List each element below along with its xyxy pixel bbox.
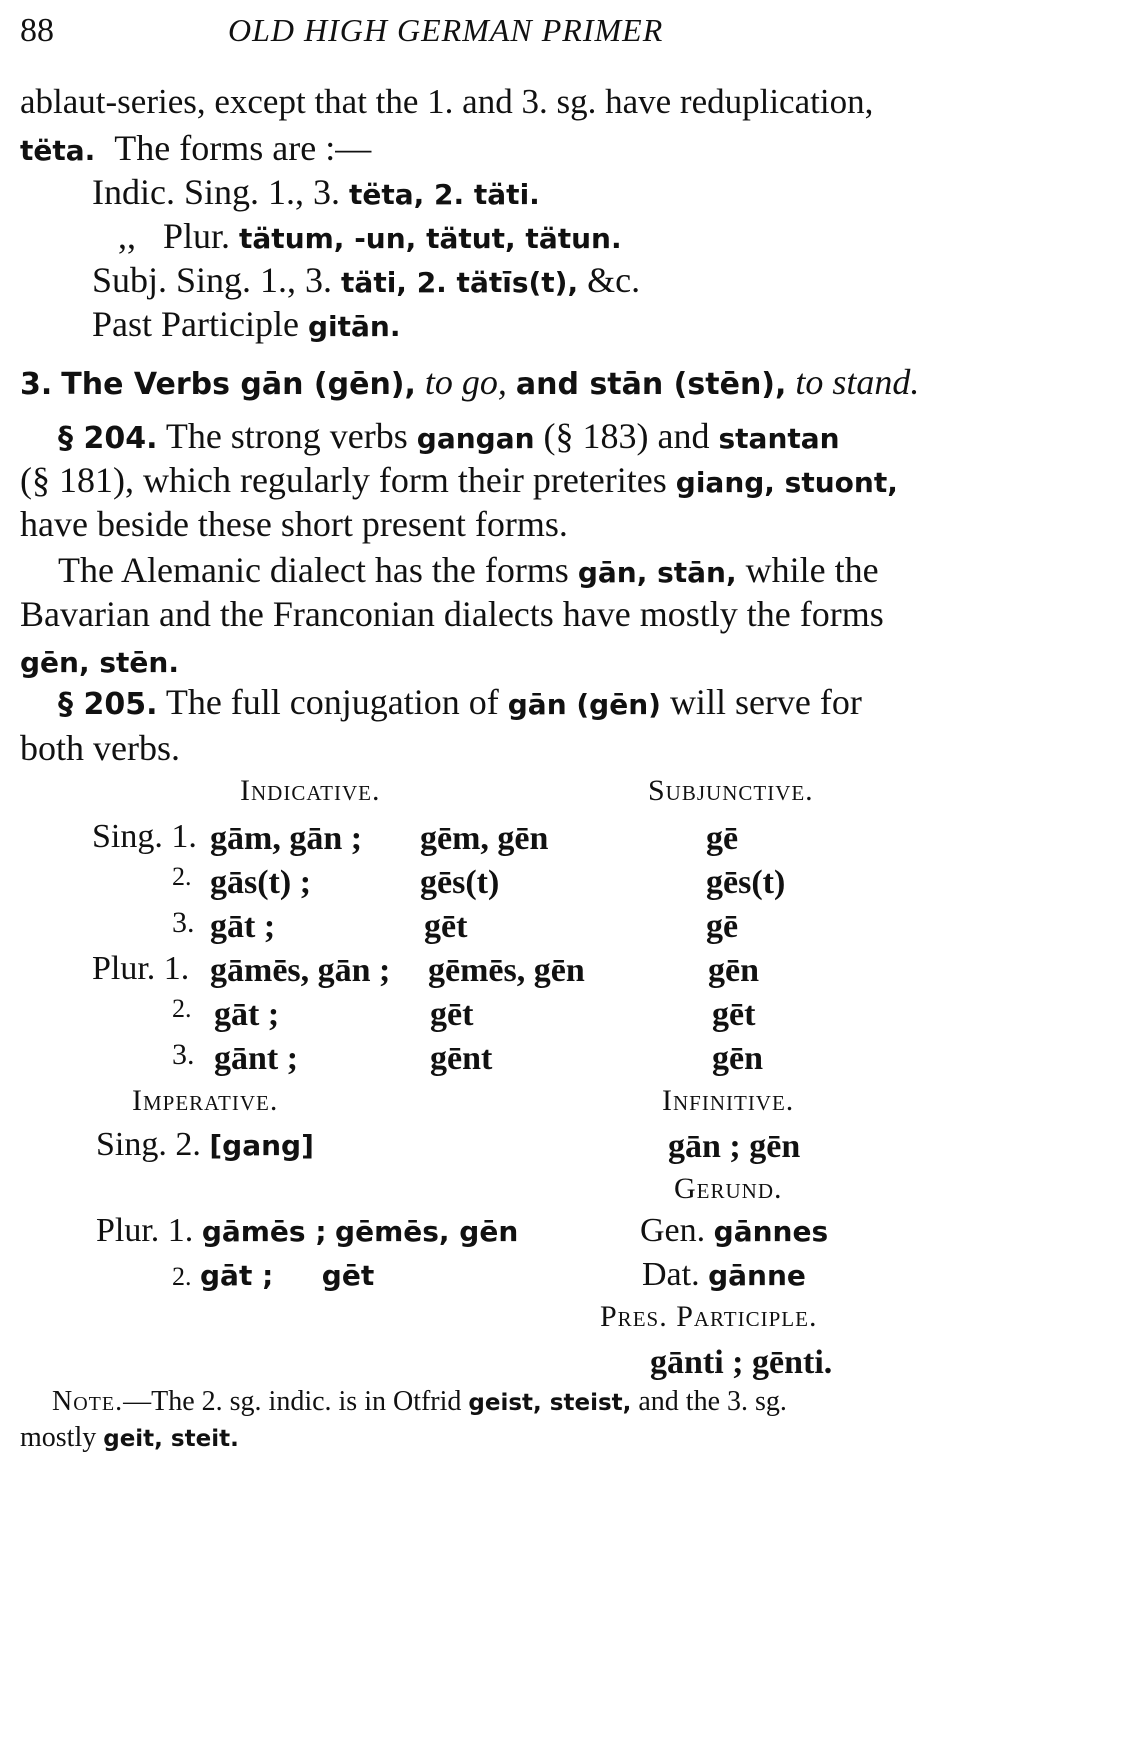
section-number: 3. [20, 367, 53, 402]
imperative-plur-1 [96, 1214, 518, 1248]
subjunctive-form: gē [706, 908, 739, 945]
form-word: giang, stuont, [675, 466, 898, 499]
row-label: 2. [172, 862, 192, 891]
indicative-form-alt: gēm, gēn [420, 820, 549, 857]
indicative-form-alt: gēs(t) [420, 864, 500, 901]
row-label: 2. [172, 994, 192, 1023]
text: The Alemanic dialect has the forms [58, 550, 569, 590]
running-title: OLD HIGH GERMAN PRIMER [228, 12, 664, 48]
subjunctive-form: gēn [712, 1040, 763, 1077]
para-line: ablaut-series, except that the 1. and 3. sg. have reduplication, [20, 82, 874, 121]
forms: gitān. [307, 310, 401, 343]
row-label: 3. [172, 906, 195, 939]
indicative-form-alt: gēt [430, 996, 474, 1033]
label: Past Participle [92, 304, 299, 344]
form-word: gēn, stēn. [20, 646, 179, 679]
label: Subj. Sing. 1., 3. [92, 260, 333, 300]
form-word: gān, stān, [577, 556, 737, 589]
gerund-heading: Gerund. [674, 1172, 783, 1205]
para-alemanic-line2: Bavarian and the Franconian dialects have mostly the forms [20, 594, 884, 634]
indicative-form: gāt ; [214, 996, 280, 1033]
subjunctive-form: gēs(t) [706, 864, 786, 901]
indicative-form: gās(t) ; [210, 864, 312, 901]
form-word: tëta. [20, 134, 96, 167]
imperative-heading: Imperative. [132, 1084, 279, 1117]
imperative-form-alt: gēmēs, gēn [335, 1215, 519, 1248]
gerund-form: gānnes [713, 1215, 829, 1248]
infinitive-form: gān ; gēn [668, 1128, 801, 1165]
past-participle-line [92, 306, 400, 342]
indicative-form: gām, gān ; [210, 820, 363, 857]
indicative-form-alt: gēnt [430, 1040, 493, 1077]
page-number: 88 [20, 12, 54, 49]
subjunctive-form: gēn [708, 952, 759, 989]
gerund-dat [642, 1258, 806, 1292]
imperative-form: gāt ; [200, 1259, 274, 1292]
subjunctive-heading: Subjunctive. [648, 774, 814, 807]
subjunctive-form: gēt [712, 996, 756, 1033]
gloss: to stand. [795, 362, 920, 402]
imperative-form: [gang] [209, 1129, 314, 1162]
indic-plur-line [118, 218, 622, 254]
forms: tëta, 2. täti. [349, 178, 540, 211]
forms: täti, 2. tätīs(t), [341, 266, 579, 299]
text: The full conjugation of [165, 682, 499, 722]
indicative-heading: Indicative. [240, 774, 381, 807]
case-label: Dat. [642, 1256, 700, 1293]
row-label: Sing. 2. [96, 1126, 201, 1163]
note-text: —The 2. sg. indic. is in Otfrid [123, 1386, 462, 1417]
pres-participle-heading: Pres. Participle. [600, 1300, 818, 1333]
para-line [20, 130, 371, 166]
imperative-form: gāmēs ; [201, 1215, 327, 1248]
indicative-form-alt: gēt [424, 908, 468, 945]
case-label: Gen. [640, 1212, 706, 1249]
row-label: Sing. 1. [92, 818, 197, 855]
indicative-form: gāmēs, gān ; [210, 952, 391, 989]
para-alemanic-line1 [58, 552, 879, 588]
note-line1 [52, 1388, 787, 1416]
section-ref: § 205. [58, 687, 158, 722]
imperative-plur-2 [172, 1258, 374, 1292]
subj-sing-line [92, 262, 640, 298]
form-word: gān (gēn) [507, 688, 661, 721]
para-204-line3: have beside these short present forms. [20, 504, 568, 544]
gloss: to go, [424, 362, 507, 402]
forms: tätum, -un, tätut, tätun. [239, 222, 622, 255]
para-205-line2: both verbs. [20, 728, 180, 768]
row-label: 2. [172, 1262, 192, 1291]
para-204-line2 [20, 462, 898, 498]
indicative-form: gānt ; [214, 1040, 299, 1077]
text: The strong verbs [165, 416, 408, 456]
note-line2 [20, 1424, 239, 1452]
note-text: mostly [20, 1422, 97, 1453]
note-label: Note. [52, 1386, 124, 1417]
imperative-sing [96, 1128, 314, 1162]
form-word: geist, steist, [468, 1390, 632, 1416]
section-ref: § 204. [58, 421, 158, 456]
row-label: 3. [172, 1038, 195, 1071]
para-text: The forms are :— [114, 128, 372, 168]
infinitive-heading: Infinitive. [662, 1084, 795, 1117]
section-lead: The Verbs gān (gēn), [61, 367, 416, 402]
para-204-line1 [58, 418, 840, 454]
label: ,, Plur. [118, 216, 231, 256]
text: will serve for [669, 682, 862, 722]
imperative-form-alt: gēt [321, 1259, 375, 1292]
row-label: Plur. 1. [96, 1212, 194, 1249]
indic-sing-line [92, 174, 540, 210]
form-word: stantan [718, 422, 840, 455]
indicative-form-alt: gēmēs, gēn [428, 952, 585, 989]
gerund-gen [640, 1214, 828, 1248]
section-heading [20, 364, 919, 400]
para-205-line1 [58, 684, 862, 720]
gerund-form: gānne [708, 1259, 806, 1292]
note-text: and the 3. sg. [638, 1386, 787, 1417]
text: while the [745, 550, 879, 590]
etc: &c. [587, 260, 641, 300]
subjunctive-form: gē [706, 820, 739, 857]
form-word: geit, steit. [103, 1426, 239, 1452]
row-label: Plur. 1. [92, 950, 190, 987]
text: (§ 183) and [543, 416, 710, 456]
text: (§ 181), which regularly form their preterites [20, 460, 667, 500]
pres-participle-form: gānti ; gēnti. [650, 1344, 833, 1381]
form-word: gangan [416, 422, 535, 455]
label: Indic. Sing. 1., 3. [92, 172, 340, 212]
para-alemanic-line3 [20, 642, 179, 678]
section-mid: and stān (stēn), [515, 367, 787, 402]
indicative-form: gāt ; [210, 908, 276, 945]
